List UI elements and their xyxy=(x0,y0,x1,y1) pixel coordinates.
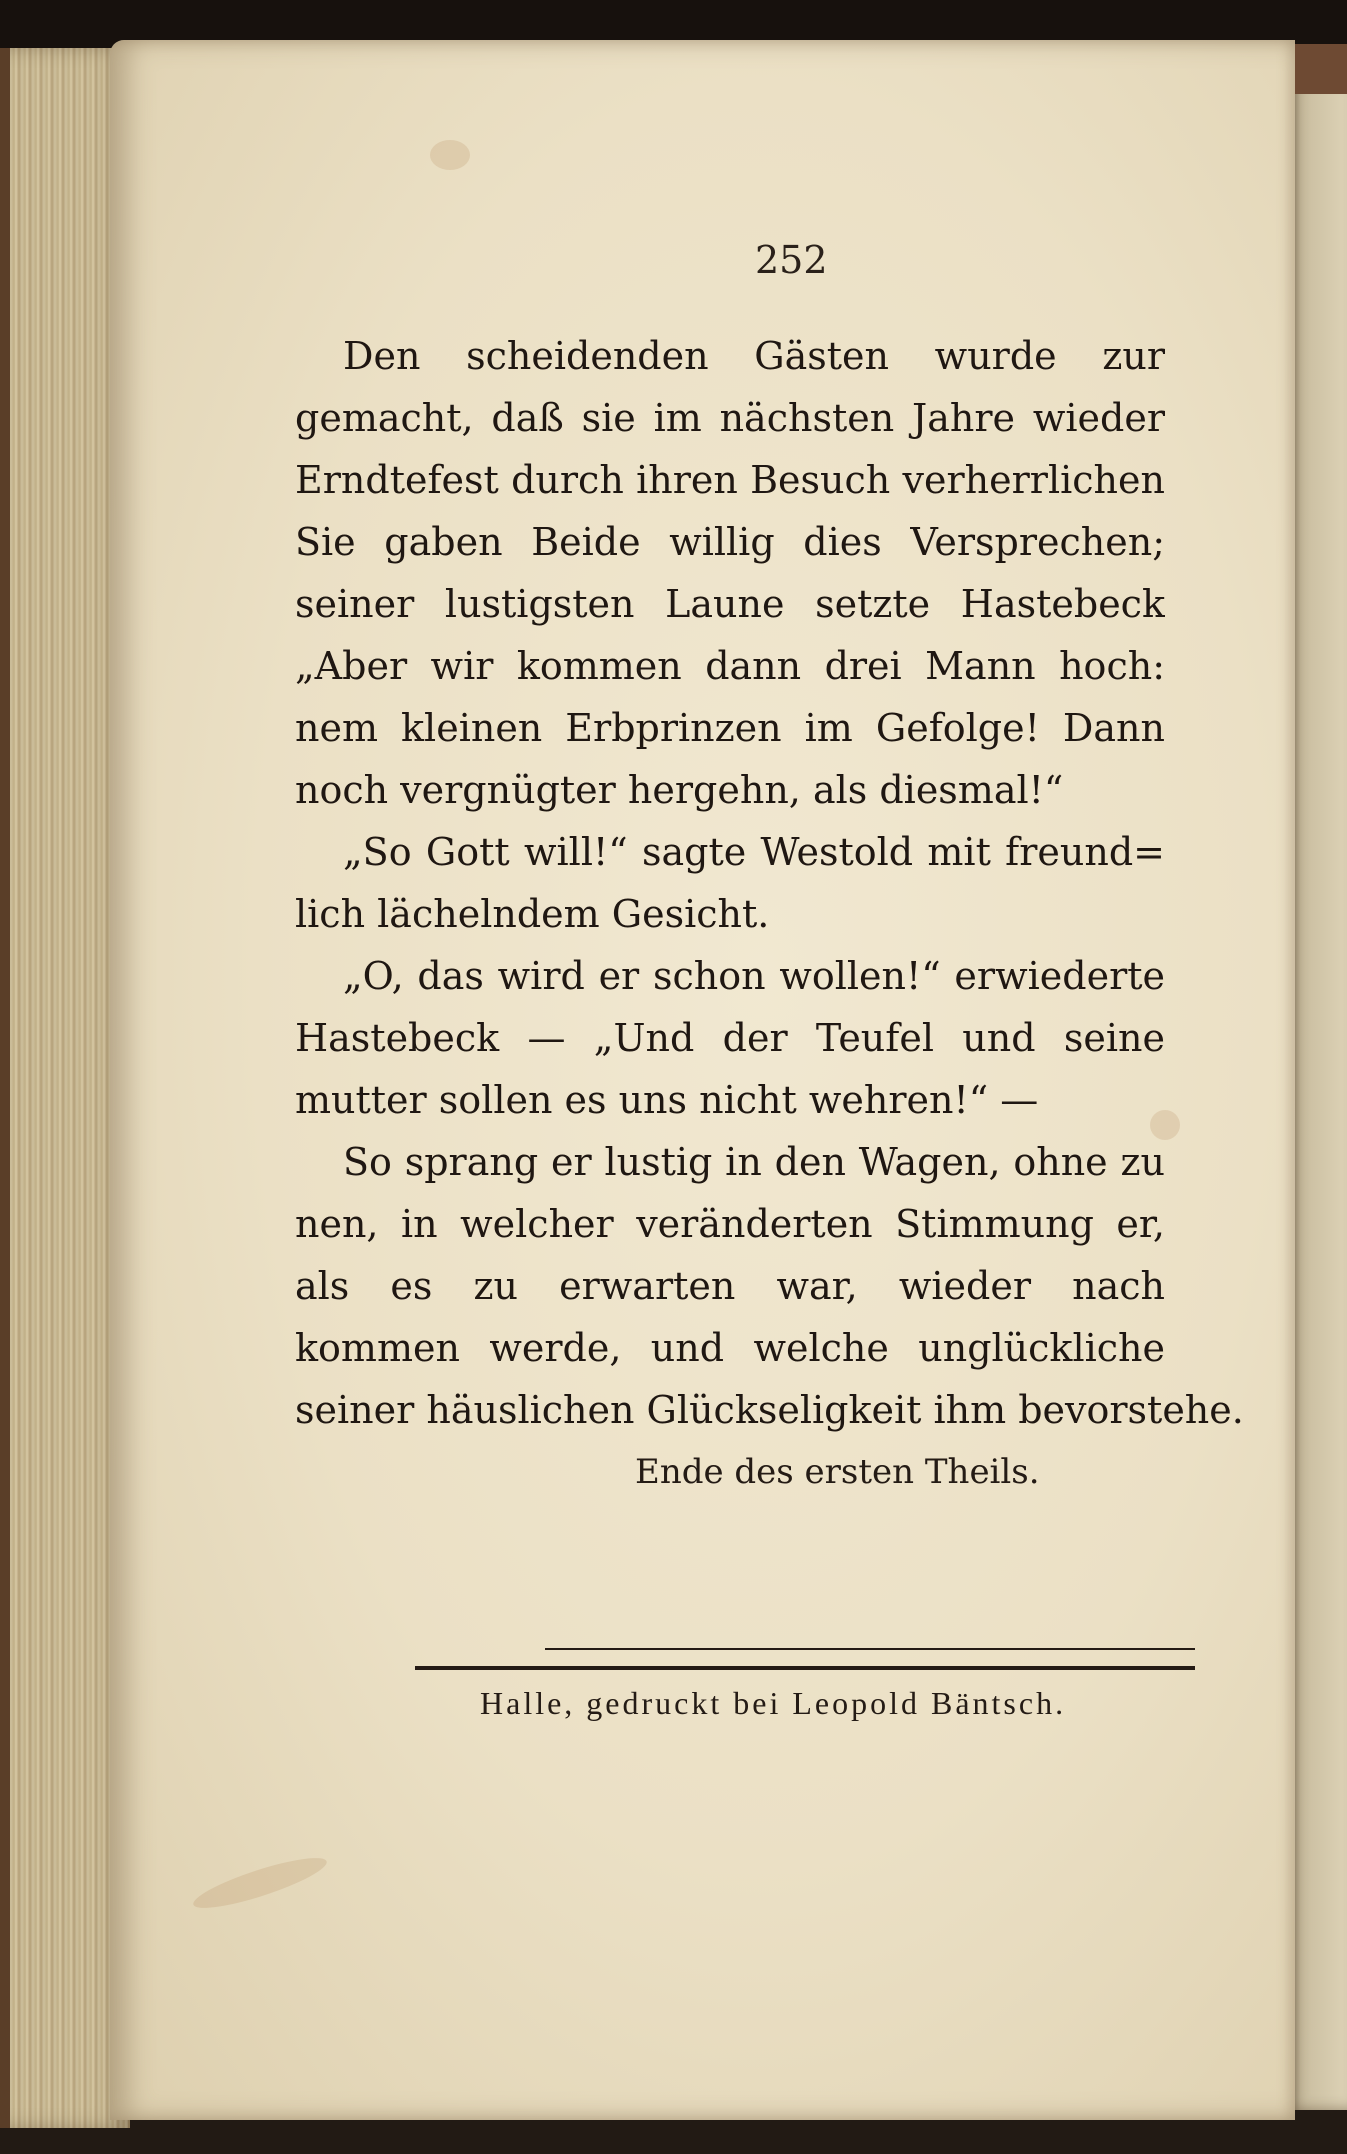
text-line: seiner lustigsten Laune setzte Hastebeck xyxy=(295,582,1165,626)
rule-thick xyxy=(415,1666,1195,1670)
left-binding xyxy=(0,48,10,2128)
text-block xyxy=(295,0,1244,2154)
text-line: So sprang er lustig in den Wagen, ohne zu xyxy=(343,1140,1165,1184)
page-number: 252 xyxy=(755,238,828,282)
text-line: als es zu erwarten war, wieder nach xyxy=(295,1264,1165,1308)
text-line: Sie gaben Beide willig dies Versprechen; xyxy=(295,520,1165,564)
text-line: seiner häuslichen Glückseligkeit ihm bevorstehe. xyxy=(295,1388,1244,1432)
text-line: lich lächelndem Gesicht. xyxy=(295,892,770,936)
text-line: mutter sollen es uns nicht wehren!“ — xyxy=(295,1078,1039,1122)
text-line: kommen werde, und welche unglückliche xyxy=(295,1326,1165,1370)
text-line: „So Gott will!“ sagte Westold mit freund= xyxy=(343,830,1165,874)
text-line: nem kleinen Erbprinzen im Gefolge! Dann xyxy=(295,706,1165,750)
printer-imprint: Halle, gedruckt bei Leopold Bäntsch. xyxy=(480,1685,1067,1721)
closing-line: Ende des ersten Theils. xyxy=(635,1452,1040,1492)
text-line: Hastebeck — „Und der Teufel und seine xyxy=(295,1016,1165,1060)
text-line: Erndtefest durch ihren Besuch verherrlichen xyxy=(295,458,1165,502)
text-line: gemacht, daß sie im nächsten Jahre wieder xyxy=(295,396,1165,440)
text-line: Den scheidenden Gästen wurde zur xyxy=(343,334,1165,378)
rule-thin xyxy=(545,1648,1195,1650)
text-line: „O, das wird er schon wollen!“ erwiederte xyxy=(343,954,1165,998)
text-line: nen, in welcher veränderten Stimmung er, xyxy=(295,1202,1165,1246)
text-line: noch vergnügter hergehn, als diesmal!“ xyxy=(295,768,1064,812)
text-line: „Aber wir kommen dann drei Mann hoch: xyxy=(295,644,1165,688)
